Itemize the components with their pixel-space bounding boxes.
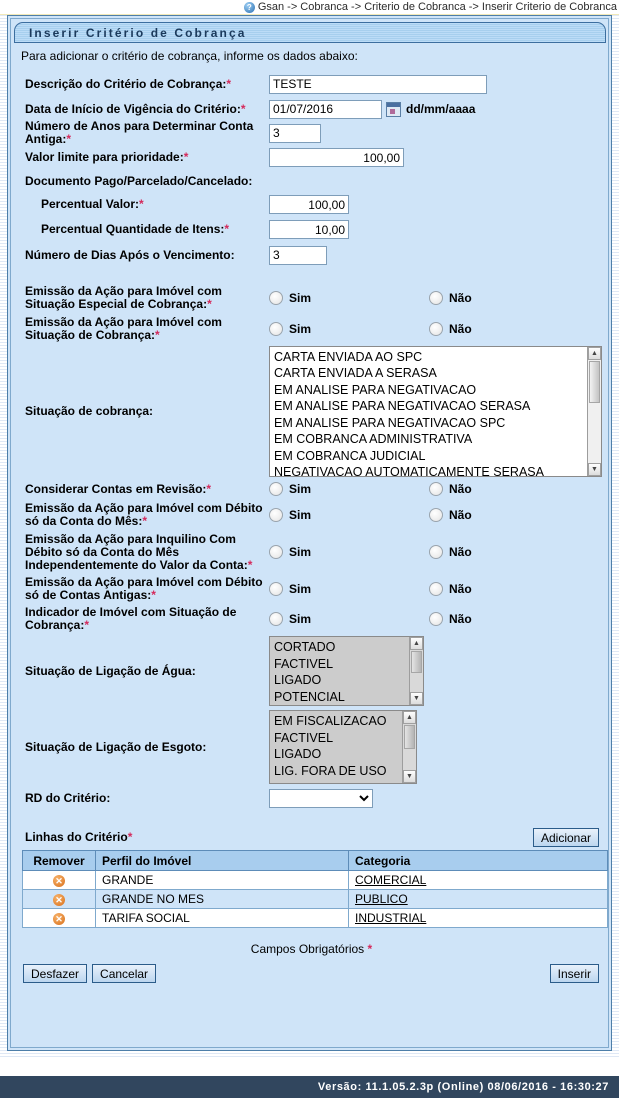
radio-emissao-debito-mes-nao[interactable]: [429, 508, 472, 522]
field-row-numero-anos: [11, 121, 612, 145]
label-emissao-situacao-text: Emissão da Ação para Imóvel com Situação de Cobrança:: [25, 315, 222, 342]
label-emissao-especial-text: Emissão da Ação para Imóvel com Situação Especial de Cobrança:: [25, 284, 222, 311]
radio-label: Sim: [289, 482, 312, 496]
lines-table: [22, 850, 608, 928]
field-row-indicador-situacao: [11, 604, 612, 634]
radio-icon[interactable]: [269, 322, 283, 336]
radio-label: Sim: [289, 291, 312, 305]
list-item[interactable]: EM ANALISE PARA NEGATIVACAO SERASA: [274, 399, 531, 413]
control-emissao-contas-antigas: [269, 582, 612, 596]
cancelar-button[interactable]: Cancelar: [92, 964, 156, 983]
radio-group-emissao-situacao: [269, 322, 612, 336]
cell-remover: [23, 871, 96, 890]
list-item[interactable]: CARTA ENVIADA AO SPC: [274, 349, 423, 364]
scrollbar-thumb[interactable]: [404, 725, 415, 749]
criterio-form: [11, 71, 612, 988]
radio-group-emissao-debito-mes: [269, 508, 612, 522]
label-numero-anos: [11, 120, 269, 146]
situacao-esgoto-options: [270, 711, 416, 779]
scroll-up-icon[interactable]: ▲: [410, 637, 423, 650]
list-item[interactable]: CARTA ENVIADA A SERASA: [274, 366, 437, 380]
control-percentual-qtd: [269, 220, 612, 239]
form-panel-inner: [10, 18, 609, 1048]
label-data-inicio-text: Data de Início de Vigência do Critério:: [25, 101, 241, 116]
column-header-remover: Remover: [23, 851, 96, 871]
situacao-agua-listbox[interactable]: [269, 636, 424, 706]
lines-table-body: [23, 871, 608, 928]
field-row-percentual-qtd: [11, 217, 612, 242]
field-row-numero-dias: [11, 242, 612, 268]
radio-considerar-revisao-sim[interactable]: [269, 482, 429, 496]
required-fields-text: Campos Obrigatórios: [250, 942, 365, 956]
label-valor-limite: [11, 151, 269, 164]
label-emissao-contas-antigas-text: Emissão da Ação para Imóvel com Débito só de Contas Antigas:: [25, 575, 263, 602]
situacao-agua-options: [270, 637, 423, 705]
list-item[interactable]: EM ANALISE PARA NEGATIVACAO: [274, 382, 477, 397]
radio-label: Sim: [289, 545, 312, 559]
remove-x-icon[interactable]: ✕: [53, 913, 65, 925]
breadcrumb: [0, 0, 619, 15]
radio-emissao-debito-mes-sim[interactable]: [269, 508, 429, 522]
desfazer-button[interactable]: Desfazer: [23, 964, 87, 983]
field-row-emissao-debito-mes: [11, 500, 612, 530]
scroll-down-icon[interactable]: ▼: [403, 770, 416, 783]
radio-icon[interactable]: [269, 545, 283, 559]
control-numero-anos: [269, 124, 612, 143]
label-indicador-situacao: [11, 606, 269, 632]
table-row: [23, 890, 608, 909]
list-item[interactable]: NEGATIVACAO AUTOMATICAMENTE SERASA: [274, 465, 544, 477]
radio-label: Sim: [289, 612, 312, 626]
radio-emissao-contas-antigas-nao[interactable]: [429, 582, 472, 596]
percentual-valor-input[interactable]: [269, 195, 349, 214]
label-percentual-valor: [11, 198, 269, 211]
control-numero-dias: [269, 246, 612, 265]
field-row-emissao-situacao: [11, 314, 612, 344]
version-text: Versão: 11.1.05.2.3p (Online) 08/06/2016 - 16:30:27: [317, 1081, 609, 1093]
control-situacao-cobranca: [269, 346, 612, 477]
control-situacao-esgoto: [269, 710, 612, 784]
list-item[interactable]: EM COBRANCA ADMINISTRATIVA: [274, 432, 473, 446]
percentual-qtd-input[interactable]: [269, 220, 349, 239]
field-row-emissao-contas-antigas: [11, 574, 612, 604]
control-emissao-inquilino: [269, 545, 612, 559]
categoria-link[interactable]: INDUSTRIAL: [355, 911, 427, 925]
help-globe-icon[interactable]: ?: [244, 2, 255, 13]
radio-icon[interactable]: [429, 291, 443, 305]
radio-emissao-situacao-nao[interactable]: [429, 322, 472, 336]
lines-label: [25, 830, 132, 844]
field-row-considerar-revisao: [11, 478, 612, 500]
list-item[interactable]: POTENCIAL: [274, 689, 345, 704]
label-indicador-situacao-text: Indicador de Imóvel com Situação de Cobrança:: [25, 605, 237, 632]
label-descricao: [11, 78, 269, 91]
radio-group-emissao-contas-antigas: [269, 582, 612, 596]
required-mark: *: [127, 830, 133, 844]
radio-label: Não: [449, 612, 472, 626]
valor-limite-input[interactable]: [269, 148, 404, 167]
label-considerar-revisao: [11, 483, 269, 496]
spacer: [11, 268, 612, 282]
cell-categoria: [349, 909, 608, 928]
lines-label-text: Linhas do Critério: [25, 830, 128, 844]
required-mark: *: [240, 101, 246, 116]
required-mark: *: [151, 588, 156, 602]
required-mark: *: [139, 197, 144, 211]
version-bar: [0, 1074, 619, 1098]
page-title: Inserir Critério de Cobrança: [29, 25, 247, 40]
control-percentual-valor: [269, 195, 612, 214]
radio-icon[interactable]: [269, 612, 283, 626]
scrollbar-vertical[interactable]: [587, 347, 601, 476]
field-row-situacao-cobranca: [11, 344, 612, 478]
control-descricao: [269, 75, 612, 94]
label-percentual-qtd: [11, 223, 269, 236]
scrollbar-thumb[interactable]: [411, 651, 422, 673]
label-situacao-esgoto: Situação de Ligação de Esgoto:: [25, 739, 207, 754]
add-line-button[interactable]: Adicionar: [533, 828, 599, 847]
cell-perfil: GRANDE: [96, 871, 349, 890]
radio-icon[interactable]: [429, 322, 443, 336]
table-row: [23, 909, 608, 928]
list-item[interactable]: FACTIVEL: [274, 656, 334, 671]
intro-text: Para adicionar o critério de cobrança, informe os dados abaixo:: [21, 49, 358, 63]
numero-anos-input[interactable]: [269, 124, 321, 143]
radio-icon[interactable]: [429, 582, 443, 596]
scroll-up-icon[interactable]: ▲: [588, 347, 601, 360]
radio-icon[interactable]: [429, 545, 443, 559]
radio-icon[interactable]: [269, 582, 283, 596]
categoria-link[interactable]: PUBLICO: [355, 892, 408, 906]
label-situacao-cobranca: Situação de cobrança:: [25, 403, 154, 418]
required-mark: *: [367, 942, 373, 956]
spacer: [11, 810, 612, 824]
field-row-rd-criterio: [11, 786, 612, 810]
control-emissao-especial: [269, 291, 612, 305]
scroll-up-icon[interactable]: ▲: [403, 711, 416, 724]
cell-remover: [23, 909, 96, 928]
control-emissao-debito-mes: [269, 508, 612, 522]
scrollbar-thumb[interactable]: [589, 361, 600, 403]
required-fields-note: [11, 942, 612, 956]
list-item[interactable]: FACTIVEL: [274, 730, 334, 745]
radio-label: Não: [449, 582, 472, 596]
radio-emissao-situacao-sim[interactable]: [269, 322, 429, 336]
radio-icon[interactable]: [429, 482, 443, 496]
radio-label: Não: [449, 291, 472, 305]
radio-label: Não: [449, 508, 472, 522]
data-format-hint: dd/mm/aaaa: [406, 102, 476, 116]
required-mark: *: [66, 132, 71, 146]
label-documento-group: Documento Pago/Parcelado/Cancelado:: [25, 173, 253, 188]
label-percentual-valor-text: Percentual Valor:: [41, 197, 140, 211]
page-background: [0, 15, 619, 1059]
radio-group-emissao-especial: [269, 291, 612, 305]
column-header-categoria: Categoria: [349, 851, 608, 871]
data-inicio-input[interactable]: [269, 100, 382, 119]
list-item[interactable]: LIG. FORA DE USO: [274, 763, 387, 778]
label-numero-anos-text: Número de Anos para Determinar Conta Antiga:: [25, 119, 254, 146]
cell-perfil: GRANDE NO MES: [96, 890, 349, 909]
radio-indicador-situacao-nao[interactable]: [429, 612, 472, 626]
field-row-situacao-agua: [11, 634, 612, 708]
categoria-link[interactable]: COMERCIAL: [355, 873, 427, 887]
list-item[interactable]: EM COBRANCA JUDICIAL: [274, 448, 426, 463]
form-action-buttons: [11, 964, 612, 988]
label-emissao-especial: [11, 285, 269, 311]
control-situacao-agua: [269, 636, 612, 706]
radio-label: Sim: [289, 582, 312, 596]
lines-table-head: [23, 851, 608, 871]
label-emissao-contas-antigas: [11, 576, 269, 602]
control-emissao-situacao: [269, 322, 612, 336]
required-mark: *: [155, 328, 160, 342]
label-emissao-debito-mes: [11, 502, 269, 528]
rd-criterio-select[interactable]: [269, 789, 373, 808]
label-situacao-agua: Situação de Ligação de Água:: [25, 663, 196, 678]
calendar-icon[interactable]: [386, 102, 401, 117]
inserir-button[interactable]: Inserir: [550, 964, 599, 983]
field-row-valor-limite: [11, 145, 612, 170]
label-descricao-text: Descrição do Critério de Cobrança:: [25, 76, 227, 91]
radio-label: Não: [449, 482, 472, 496]
radio-considerar-revisao-nao[interactable]: [429, 482, 472, 496]
label-emissao-inquilino: [11, 533, 269, 572]
radio-icon[interactable]: [269, 482, 283, 496]
list-item[interactable]: EM FISCALIZACAO: [274, 714, 387, 728]
radio-emissao-contas-antigas-sim[interactable]: [269, 582, 429, 596]
breadcrumb-text: Gsan -> Cobranca -> Criterio de Cobranca -> Inserir Criterio de Cobranca: [257, 1, 617, 13]
field-row-emissao-inquilino: [11, 530, 612, 574]
label-percentual-qtd-text: Percentual Quantidade de Itens:: [41, 222, 225, 236]
field-row-data-inicio: [11, 97, 612, 121]
scroll-down-icon[interactable]: ▼: [588, 463, 601, 476]
required-mark: *: [207, 297, 212, 311]
cell-remover: [23, 890, 96, 909]
field-row-situacao-esgoto: [11, 708, 612, 786]
page-title-bar: [14, 22, 606, 43]
label-numero-dias-text: Número de Dias Após o Vencimento:: [25, 247, 235, 262]
label-data-inicio: [11, 103, 269, 116]
radio-icon[interactable]: [429, 612, 443, 626]
radio-emissao-especial-nao[interactable]: [429, 291, 472, 305]
control-valor-limite: [269, 148, 612, 167]
scrollbar-vertical[interactable]: [402, 711, 416, 783]
cell-categoria: [349, 871, 608, 890]
required-mark: *: [206, 481, 212, 496]
radio-emissao-inquilino-nao[interactable]: [429, 545, 472, 559]
situacao-cobranca-options: [270, 347, 601, 477]
radio-group-emissao-inquilino: [269, 545, 612, 559]
label-rd-criterio: RD do Critério:: [25, 790, 111, 805]
left-buttons: [23, 964, 156, 983]
situacao-cobranca-listbox[interactable]: [269, 346, 602, 477]
required-mark: *: [84, 618, 90, 632]
control-rd-criterio: [269, 789, 612, 808]
remove-x-icon[interactable]: ✕: [53, 894, 65, 906]
cell-categoria: [349, 890, 608, 909]
control-indicador-situacao: [269, 612, 612, 626]
label-emissao-debito-mes-text: Emissão da Ação para Imóvel com Débito só da Conta do Mês:: [25, 501, 263, 528]
radio-label: Não: [449, 322, 472, 336]
radio-label: Sim: [289, 322, 312, 336]
required-mark: *: [142, 514, 148, 528]
scroll-down-icon[interactable]: ▼: [410, 692, 423, 705]
field-row-emissao-especial: [11, 282, 612, 314]
column-header-perfil: Perfil do Imóvel: [96, 851, 349, 871]
label-considerar-revisao-text: Considerar Contas em Revisão:: [25, 481, 207, 496]
radio-group-considerar-revisao: [269, 482, 612, 496]
form-panel: [7, 15, 612, 1051]
control-considerar-revisao: [269, 482, 612, 496]
numero-dias-input[interactable]: [269, 246, 327, 265]
required-mark: *: [226, 76, 232, 91]
control-data-inicio: [269, 100, 612, 119]
field-row-percentual-valor: [11, 192, 612, 217]
radio-emissao-especial-sim[interactable]: [269, 291, 429, 305]
right-buttons: [550, 964, 599, 983]
label-emissao-inquilino-text: Emissão da Ação para Inquilino Com Débito só da Conta do Mês Independentemente do Valor da Conta:: [25, 531, 248, 572]
lines-header: [11, 828, 612, 848]
radio-emissao-inquilino-sim[interactable]: [269, 545, 429, 559]
label-numero-dias: [11, 249, 269, 262]
list-item[interactable]: LIGADO: [274, 747, 322, 761]
list-item[interactable]: EM ANALISE PARA NEGATIVACAO SPC: [274, 415, 506, 430]
list-item[interactable]: LIGADO: [274, 673, 322, 687]
descricao-input[interactable]: [269, 75, 487, 94]
field-row-descricao: [11, 71, 612, 97]
situacao-esgoto-listbox[interactable]: [269, 710, 417, 784]
scrollbar-vertical[interactable]: [409, 637, 423, 705]
group-label-documento: [11, 170, 612, 192]
radio-label: Sim: [289, 508, 312, 522]
label-emissao-situacao: [11, 316, 269, 342]
required-mark: *: [247, 557, 253, 572]
radio-icon[interactable]: [269, 508, 283, 522]
cell-perfil: TARIFA SOCIAL: [96, 909, 349, 928]
table-header-row: [23, 851, 608, 871]
required-mark: *: [183, 150, 189, 164]
table-row: [23, 871, 608, 890]
list-item[interactable]: CORTADO: [274, 640, 336, 654]
radio-label: Não: [449, 545, 472, 559]
radio-icon[interactable]: [429, 508, 443, 522]
radio-icon[interactable]: [269, 291, 283, 305]
radio-indicador-situacao-sim[interactable]: [269, 612, 429, 626]
label-valor-limite-text: Valor limite para prioridade:: [25, 150, 184, 164]
required-mark: *: [224, 222, 230, 236]
radio-group-indicador-situacao: [269, 612, 612, 626]
remove-x-icon[interactable]: ✕: [53, 875, 65, 887]
